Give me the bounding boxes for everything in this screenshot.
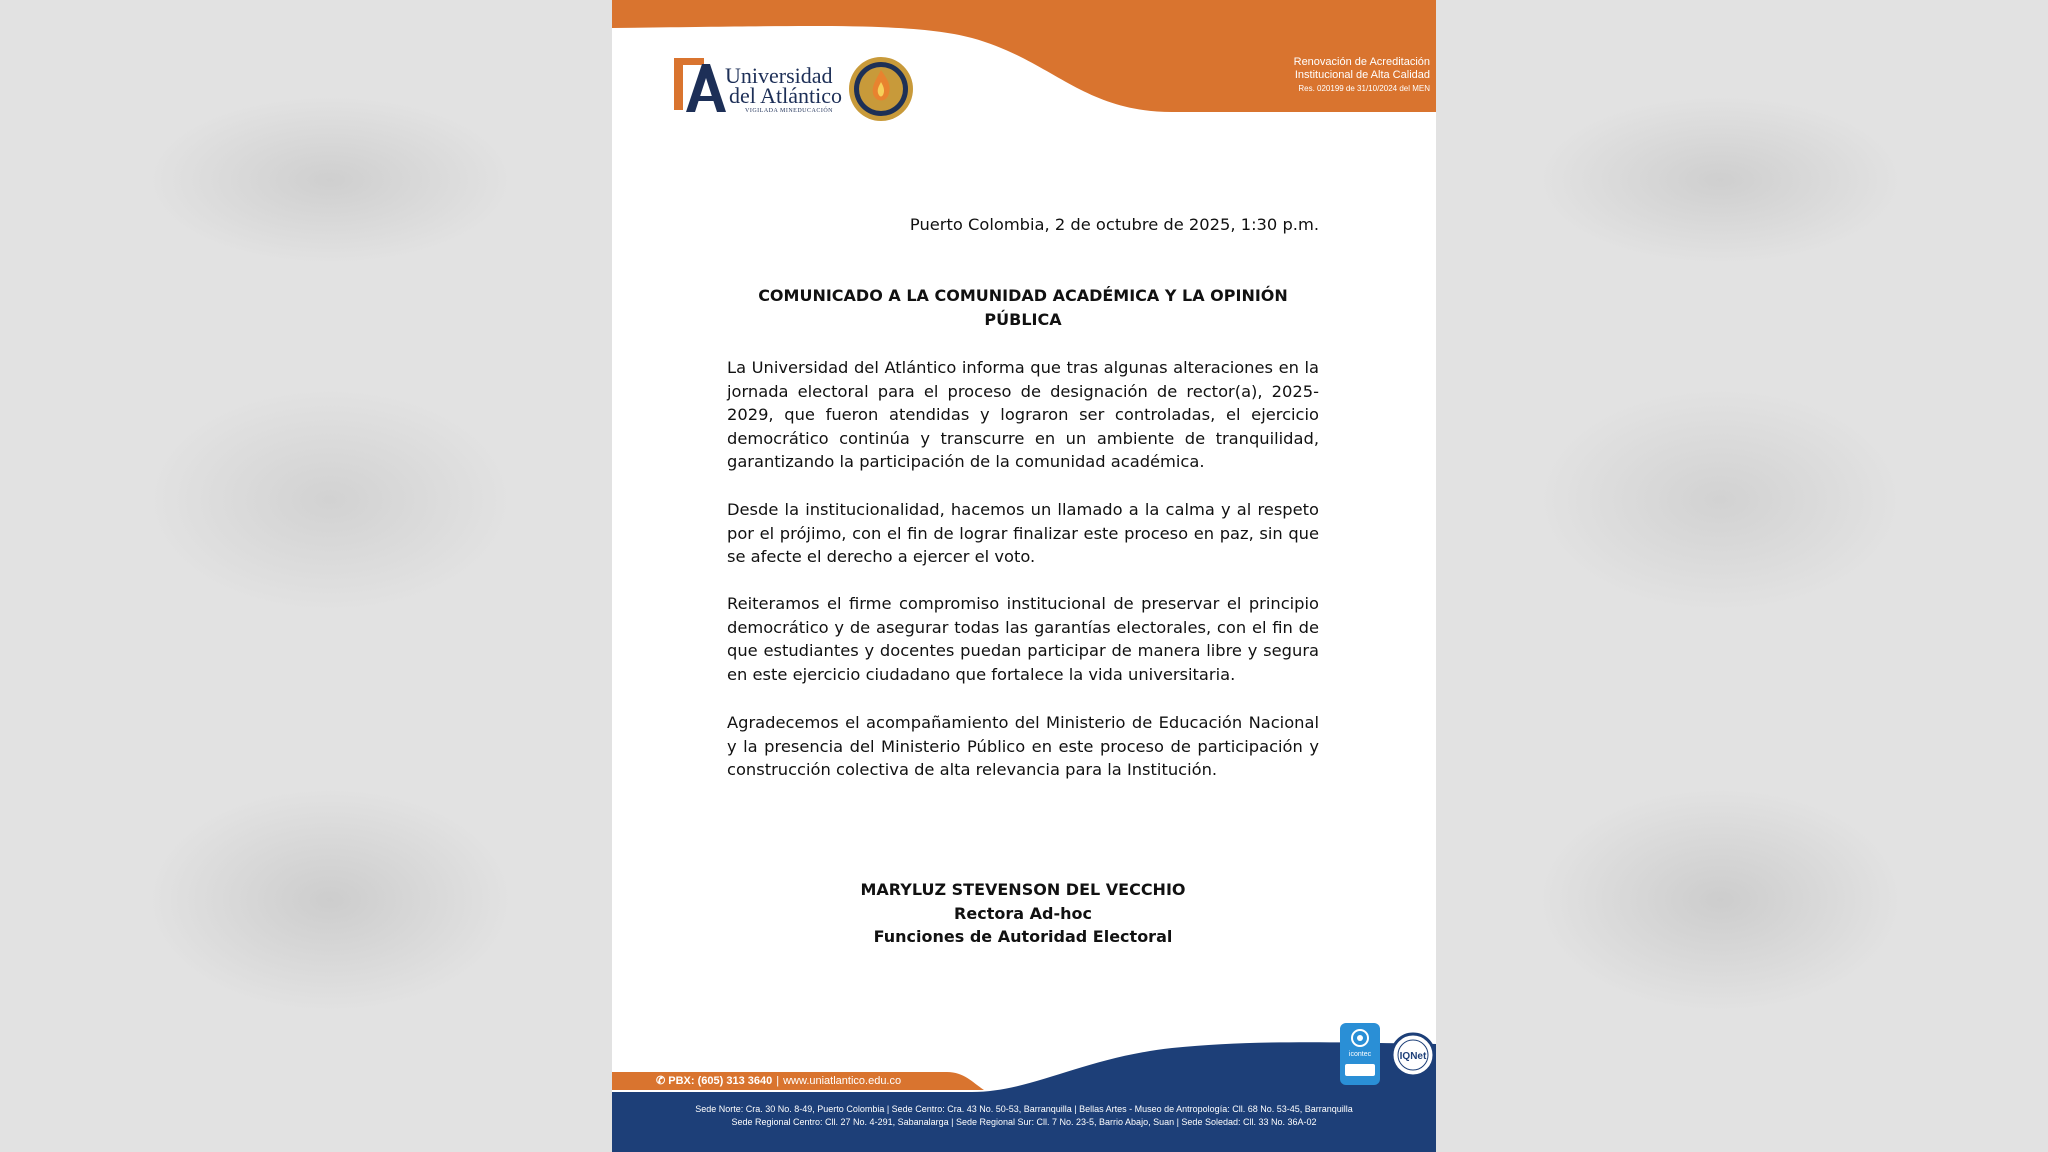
logo-name-line-1: Universidad xyxy=(725,63,833,88)
sedes-line-2: Sede Regional Centro: Cll. 27 No. 4-291, Sabanalarga | Sede Regional Sur: Cll. 7 No. 23-5, Barrio Abajo, Suan | Sede Soledad: Cll. 33 No. 36A-02 xyxy=(731,1117,1317,1127)
footer-campus-addresses xyxy=(612,1103,1436,1129)
phone-icon: ✆ xyxy=(656,1075,669,1087)
signature-block xyxy=(727,878,1319,949)
footer-website-link[interactable]: www.uniatlantico.edu.co xyxy=(783,1075,902,1087)
signer-role: Rectora Ad-hoc xyxy=(954,903,1092,923)
footer-contact xyxy=(656,1074,901,1087)
signer-function: Funciones de Autoridad Electoral xyxy=(873,927,1173,947)
iqnet-label: IQNet xyxy=(1399,1051,1427,1062)
letter-page xyxy=(612,0,1436,1152)
accreditation-line-1: Renovación de Acreditación xyxy=(1293,56,1430,68)
accreditation-line-3: Res. 020199 de 31/10/2024 del MEN xyxy=(1298,84,1430,93)
accreditation-note xyxy=(1294,56,1430,95)
paragraph-2: Desde la institucionalidad, hacemos un llamado a la calma y al respeto por el prójimo, con el fin de lograr finalizar este proceso en paz, sin que se afecte el derecho a ejercer el voto. xyxy=(727,500,1319,567)
letter-title: COMUNICADO A LA COMUNIDAD ACADÉMICA Y LA OPINIÓN PÚBLICA xyxy=(758,286,1288,329)
letter-date: Puerto Colombia, 2 de octubre de 2025, 1:30 p.m. xyxy=(909,215,1319,234)
paragraph-4: Agradecemos el acompañamiento del Ministerio de Educación Nacional y la presencia del Ministerio Público en este proceso de participación y construcción colectiva de alta relevancia para la Institución. xyxy=(727,713,1319,780)
signer-name: MARYLUZ STEVENSON DEL VECCHIO xyxy=(860,880,1186,899)
icontec-certification-icon xyxy=(1339,1022,1381,1086)
paragraph-1: La Universidad del Atlántico informa que tras algunas alteraciones en la jornada electoral para el proceso de designación de rector(a), 2025-2029, que fueron atendidas y lograron ser controladas, el ejercicio democrático continúa y transcurre en un ambiente de tranquilidad, garantizando la participación de la comunidad académica. xyxy=(727,358,1319,472)
university-logo-wordmark xyxy=(725,63,843,114)
footer-phone: PBX: (605) 313 3640 xyxy=(668,1075,773,1087)
logo-name-line-2: del Atlántico xyxy=(729,83,843,108)
iqnet-certification-icon xyxy=(1390,1030,1436,1080)
anniversary-seal-icon xyxy=(848,56,914,122)
paragraph-3: Reiteramos el firme compromiso institucional de preservar el principio democrático y de asegurar todas las garantías electorales, con el fin de que estudiantes y docentes puedan participar de manera libre y segura en este ejercicio ciudadano que fortalece la vida universitaria. xyxy=(727,594,1319,684)
sedes-line-1: Sede Norte: Cra. 30 No. 8-49, Puerto Colombia | Sede Centro: Cra. 43 No. 50-53, Barranquilla | Bellas Artes - Museo de Antropología: Cll. 68 No. 53-45, Barranquilla xyxy=(695,1104,1353,1114)
footer-band xyxy=(612,1030,1436,1152)
logo-tagline: VIGILADA MINEDUCACIÓN xyxy=(745,108,833,114)
footer-separator: | xyxy=(776,1075,780,1087)
accreditation-line-2: Institucional de Alta Calidad xyxy=(1294,69,1430,81)
icontec-label: icontec xyxy=(1348,1051,1372,1058)
